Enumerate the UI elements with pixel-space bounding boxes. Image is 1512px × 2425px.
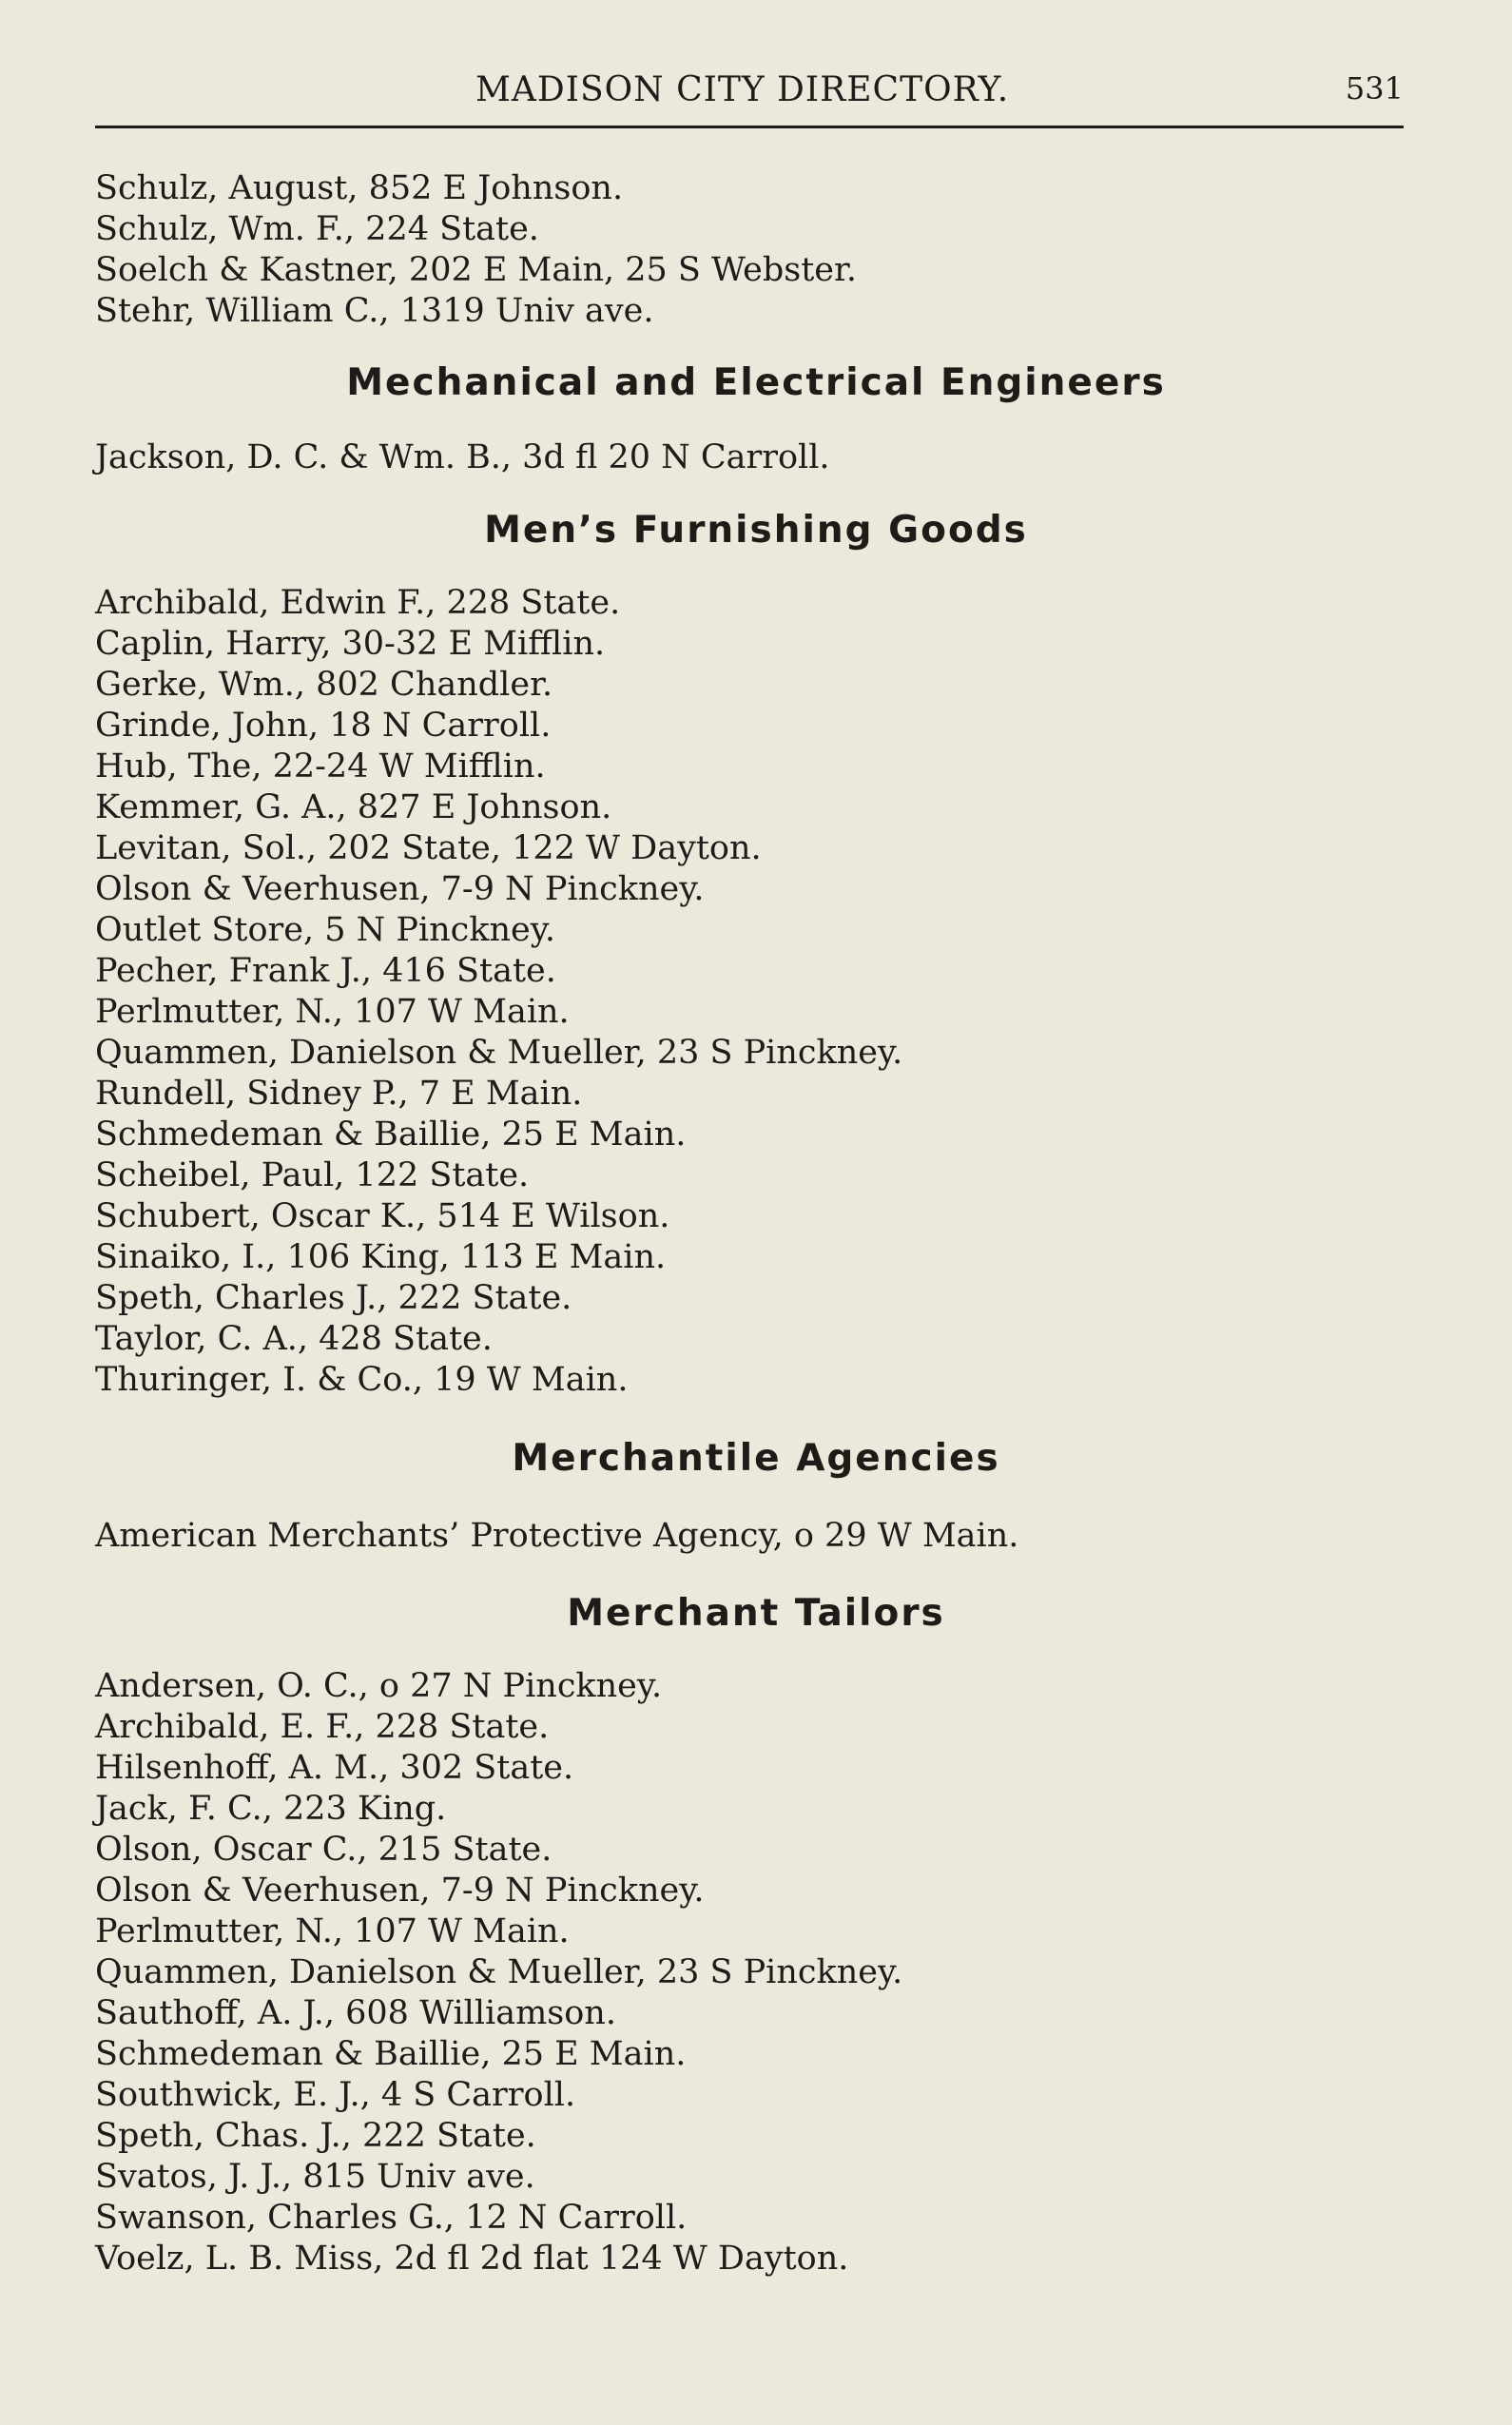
page-number: 531 — [1345, 70, 1404, 107]
running-title: MADISON CITY DIRECTORY. — [475, 70, 1010, 109]
directory-entry: Sauthoff, A. J., 608 Williamson. — [95, 1994, 616, 2032]
directory-entry: Scheibel, Paul, 122 State. — [95, 1156, 530, 1194]
directory-entry: Schulz, August, 852 E Johnson. — [95, 169, 624, 207]
directory-entry: Thuringer, I. & Co., 19 W Main. — [95, 1361, 629, 1399]
directory-entry: Pecher, Frank J., 416 State. — [95, 952, 556, 990]
directory-entry: Levitan, Sol., 202 State, 122 W Dayton. — [95, 829, 762, 867]
directory-entry: Stehr, William C., 1319 Univ ave. — [95, 292, 654, 330]
section-heading-merchantile-agencies: Merchantile Agencies — [512, 1437, 1000, 1480]
section-heading-mens-furnishing-goods: Men’s Furnishing Goods — [484, 509, 1028, 552]
directory-entry: Perlmutter, N., 107 W Main. — [95, 993, 570, 1031]
directory-entry: Kemmer, G. A., 827 E Johnson. — [95, 788, 612, 826]
directory-entry: Jackson, D. C. & Wm. B., 3d fl 20 N Carroll. — [95, 438, 830, 476]
directory-entry: Andersen, O. C., o 27 N Pinckney. — [95, 1667, 663, 1705]
directory-entry: Schulz, Wm. F., 224 State. — [95, 210, 539, 248]
directory-entry: Swanson, Charles G., 12 N Carroll. — [95, 2199, 688, 2237]
directory-entry: Schmedeman & Baillie, 25 E Main. — [95, 1116, 687, 1154]
section-heading-merchant-tailors: Merchant Tailors — [567, 1592, 945, 1635]
directory-entry: Soelch & Kastner, 202 E Main, 25 S Webster. — [95, 251, 857, 289]
directory-entry: Jack, F. C., 223 King. — [95, 1790, 447, 1828]
running-head — [95, 65, 1404, 122]
directory-entry: Grinde, John, 18 N Carroll. — [95, 707, 552, 745]
directory-entry: Speth, Chas. J., 222 State. — [95, 2117, 536, 2155]
directory-entry: Archibald, Edwin F., 228 State. — [95, 584, 621, 622]
directory-entry: Schmedeman & Baillie, 25 E Main. — [95, 2035, 687, 2073]
directory-entry: Quammen, Danielson & Mueller, 23 S Pinckney. — [95, 1034, 903, 1072]
directory-entry: Voelz, L. B. Miss, 2d fl 2d flat 124 W Dayton. — [95, 2240, 849, 2278]
directory-entry: Taylor, C. A., 428 State. — [95, 1320, 493, 1358]
directory-entry: Caplin, Harry, 30-32 E Mifflin. — [95, 625, 606, 663]
directory-entry: Archibald, E. F., 228 State. — [95, 1708, 550, 1746]
directory-entry: Olson, Oscar C., 215 State. — [95, 1831, 552, 1869]
directory-entry: Speth, Charles J., 222 State. — [95, 1279, 572, 1317]
directory-entry: Gerke, Wm., 802 Chandler. — [95, 666, 553, 704]
directory-entry: Quammen, Danielson & Mueller, 23 S Pinckney. — [95, 1953, 903, 1991]
directory-entry: Olson & Veerhusen, 7-9 N Pinckney. — [95, 1872, 705, 1910]
directory-entry: Hub, The, 22-24 W Mifflin. — [95, 747, 546, 786]
directory-entry: American Merchants’ Protective Agency, o 29 W Main. — [95, 1517, 1019, 1555]
directory-entry: Southwick, E. J., 4 S Carroll. — [95, 2076, 576, 2114]
directory-entry: Outlet Store, 5 N Pinckney. — [95, 911, 555, 949]
directory-entry: Schubert, Oscar K., 514 E Wilson. — [95, 1197, 670, 1235]
directory-entry: Svatos, J. J., 815 Univ ave. — [95, 2158, 535, 2196]
directory-entry: Olson & Veerhusen, 7-9 N Pinckney. — [95, 870, 705, 908]
directory-entry: Sinaiko, I., 106 King, 113 E Main. — [95, 1238, 667, 1276]
directory-entry: Perlmutter, N., 107 W Main. — [95, 1912, 570, 1950]
directory-entry: Hilsenhoff, A. M., 302 State. — [95, 1749, 574, 1787]
directory-entry: Rundell, Sidney P., 7 E Main. — [95, 1075, 583, 1113]
header-rule — [95, 126, 1404, 128]
section-heading-mechanical-electrical-engineers: Mechanical and Electrical Engineers — [346, 361, 1166, 404]
